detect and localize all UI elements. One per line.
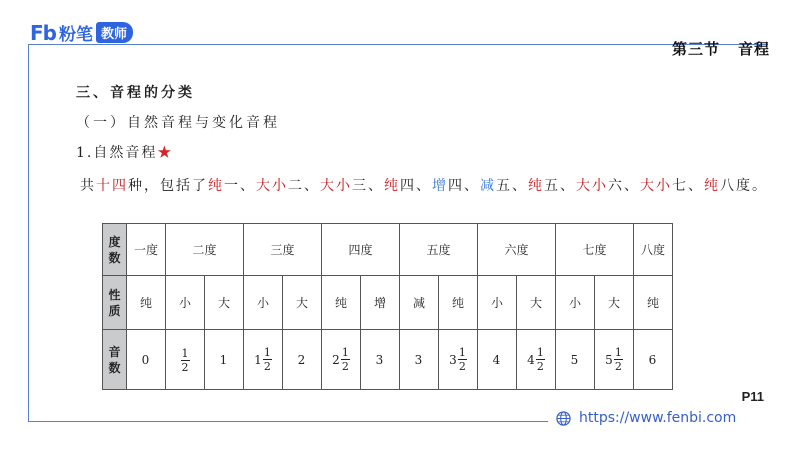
paragraph-segment: 五、: [544, 178, 576, 194]
tone-count-whole: 5: [605, 352, 613, 367]
frame-top-line: [28, 44, 768, 45]
page-number: P11: [741, 389, 764, 404]
item-label: 1.自然音程: [76, 145, 158, 161]
table-row-tones: [103, 330, 673, 390]
quality-cell: 纯: [322, 276, 361, 330]
table-row-quality: [103, 276, 673, 330]
paragraph-segment: 五、: [496, 178, 528, 194]
highlighted-term: 减: [480, 178, 496, 194]
fraction-numerator: 1: [341, 346, 349, 359]
globe-icon: [556, 411, 571, 426]
highlighted-term: 纯: [208, 178, 224, 194]
row-header-quality: 性质: [103, 276, 127, 330]
tone-count-whole: 3: [375, 352, 384, 367]
row-header-tones: 音数: [103, 330, 127, 390]
highlighted-term: 大小: [320, 178, 352, 194]
tone-count-cell: [400, 330, 439, 390]
paragraph-segment: 四、: [448, 178, 480, 194]
quality-cell: 大: [517, 276, 556, 330]
row-header-degree: 度数: [103, 224, 127, 276]
section-name: 音程: [737, 40, 770, 58]
brand-logo: [30, 20, 133, 45]
tone-count-cell: [127, 330, 166, 390]
tone-count-whole: 2: [332, 352, 340, 367]
star-icon: ★: [157, 145, 174, 161]
tone-count-cell: [478, 330, 517, 390]
highlighted-term: 纯: [704, 178, 720, 194]
logo-name: 粉笔: [58, 25, 93, 45]
tone-count-whole: 3: [449, 352, 457, 367]
highlighted-term: 纯: [384, 178, 400, 194]
fraction-numerator: 1: [536, 346, 544, 359]
paragraph-segment: 八度。: [720, 178, 768, 194]
logo-tag: 教师: [96, 22, 133, 43]
tone-count-cell: [556, 330, 595, 390]
tone-count-cell: [244, 330, 283, 390]
quality-cell: 小: [166, 276, 205, 330]
url-text: https://www.fenbi.com: [579, 410, 737, 426]
paragraph-segment: 四、: [400, 178, 432, 194]
degree-cell: 二度: [166, 224, 244, 276]
fraction-denominator: 2: [341, 360, 349, 373]
interval-table: [102, 223, 673, 390]
degree-cell: 四度: [322, 224, 400, 276]
highlighted-term: 增: [432, 178, 448, 194]
quality-cell: 纯: [634, 276, 673, 330]
tone-count-cell: [322, 330, 361, 390]
quality-cell: 大: [283, 276, 322, 330]
fraction-denominator: 2: [181, 360, 189, 374]
tone-count-whole: 0: [141, 352, 150, 367]
tone-count-cell: [439, 330, 478, 390]
quality-cell: 小: [556, 276, 595, 330]
fraction-numerator: 1: [181, 346, 189, 360]
tone-count-whole: 3: [414, 352, 423, 367]
tone-count-whole: 6: [648, 352, 657, 367]
highlighted-term: 大小: [256, 178, 288, 194]
tone-count-cell: [205, 330, 244, 390]
paragraph-segment: 六、: [608, 178, 640, 194]
paragraph-text: [80, 178, 768, 194]
quality-cell: 大: [595, 276, 634, 330]
quality-cell: 纯: [439, 276, 478, 330]
tone-count-cell: [595, 330, 634, 390]
tone-count-cell: [634, 330, 673, 390]
tone-count-cell: [166, 330, 205, 390]
fraction-numerator: 1: [614, 346, 622, 359]
tone-count-whole: 1: [254, 352, 262, 367]
logo-mark: Fb: [30, 20, 56, 45]
tone-count-whole: 2: [297, 352, 306, 367]
frame-bottom-line: [28, 421, 548, 422]
degree-cell: 一度: [127, 224, 166, 276]
tone-count-cell: [517, 330, 556, 390]
tone-count-whole: 1: [219, 352, 228, 367]
fraction-denominator: 2: [536, 360, 544, 373]
degree-cell: 八度: [634, 224, 673, 276]
heading: 三、音程的分类: [76, 85, 195, 101]
quality-cell: 大: [205, 276, 244, 330]
fraction-numerator: 1: [263, 346, 271, 359]
degree-cell: 六度: [478, 224, 556, 276]
degree-cell: 三度: [244, 224, 322, 276]
quality-cell: 小: [478, 276, 517, 330]
fraction-denominator: 2: [458, 360, 466, 373]
section-number: 第三节: [671, 40, 720, 58]
table-row-degree: [103, 224, 673, 276]
paragraph-segment: 二、: [288, 178, 320, 194]
degree-cell: 五度: [400, 224, 478, 276]
degree-cell: 七度: [556, 224, 634, 276]
subheading: （一）自然音程与变化音程: [76, 115, 280, 131]
paragraph-segment: 共: [80, 178, 96, 194]
paragraph-segment: 七、: [672, 178, 704, 194]
tone-count-whole: 4: [527, 352, 535, 367]
quality-cell: 增: [361, 276, 400, 330]
fraction-denominator: 2: [614, 360, 622, 373]
highlighted-term: 大小: [576, 178, 608, 194]
tone-count-whole: 4: [492, 352, 501, 367]
paragraph-segment: 三、: [352, 178, 384, 194]
paragraph-segment: 一、: [224, 178, 256, 194]
quality-cell: 小: [244, 276, 283, 330]
tone-count-cell: [361, 330, 400, 390]
highlighted-term: 十四: [96, 178, 128, 194]
fraction-denominator: 2: [263, 360, 271, 373]
frame-left-line: [28, 44, 29, 422]
paragraph: [36, 172, 776, 201]
footer-url[interactable]: [556, 410, 736, 426]
paragraph-segment: 种，包括了: [128, 178, 208, 194]
fraction-numerator: 1: [458, 346, 466, 359]
section-title: [672, 38, 770, 59]
highlighted-term: 大小: [640, 178, 672, 194]
quality-cell: 减: [400, 276, 439, 330]
quality-cell: 纯: [127, 276, 166, 330]
item-title: [76, 142, 173, 162]
tone-count-cell: [283, 330, 322, 390]
tone-count-whole: 5: [570, 352, 579, 367]
highlighted-term: 纯: [528, 178, 544, 194]
